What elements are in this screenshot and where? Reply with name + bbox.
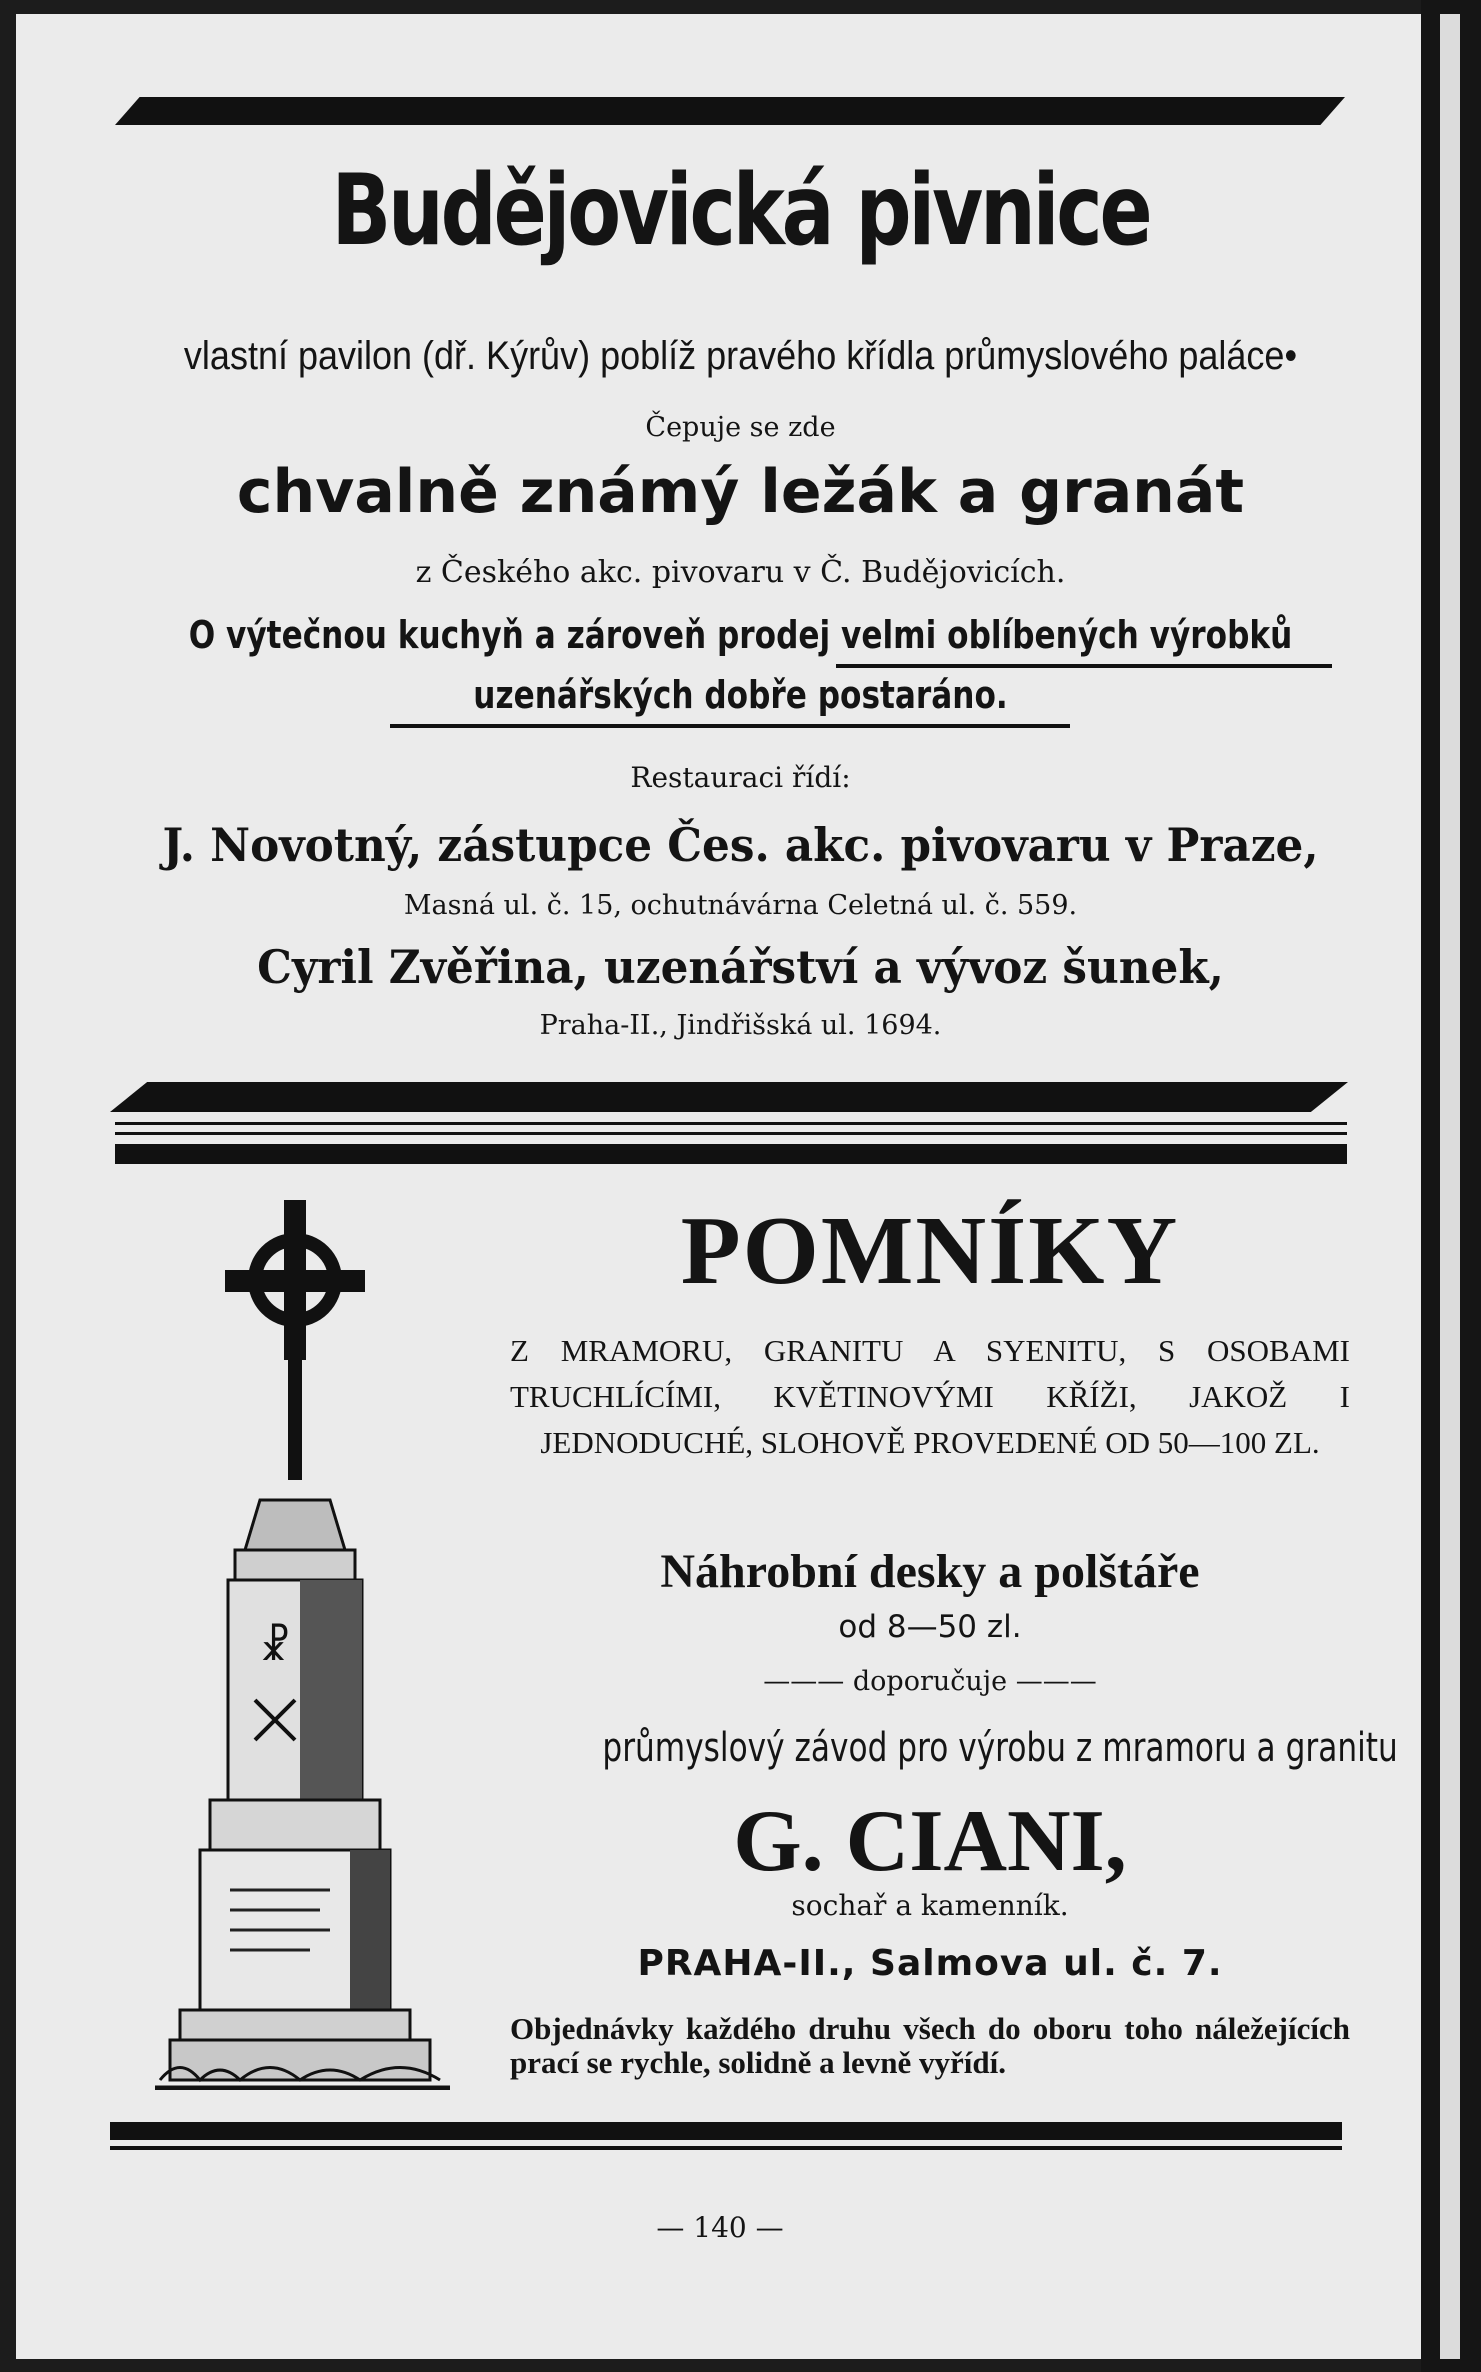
frame-top-thin-2 (115, 1132, 1347, 1135)
slabs-price: od 8—50 zl. (838, 1609, 1022, 1645)
monuments-title: POMNÍKY (680, 1197, 1180, 1305)
kitchen-line-1: O výtečnou kuchyň a zároveň prodej velmi oblíbených výrobků (188, 613, 1293, 657)
slabs-headline: Náhrobní desky a polštáře (660, 1545, 1200, 1598)
beer-headline: chvalně známý ležák a granát (236, 457, 1245, 527)
frame-top-thick (115, 1144, 1347, 1164)
page-number: — 140 — (656, 2211, 784, 2244)
underline-2 (390, 724, 1070, 728)
manager-name: J. Novotný, zástupce Čes. akc. pivovaru v Praze, (162, 818, 1319, 872)
top-rule (115, 97, 1345, 125)
scan-edge-light (1440, 14, 1460, 2359)
kitchen-line-2: uzenářských dobře postaráno. (473, 673, 1008, 717)
middle-rule (110, 1082, 1348, 1112)
recommends-line: ——— doporučuje ——— (763, 1666, 1097, 1697)
svg-text:☧: ☧ (259, 1624, 291, 1670)
beer-hall-location: vlastní pavilon (dř. Kýrův) poblíž pravého křídla průmyslového paláce• (183, 334, 1298, 378)
on-tap-note: Čepuje se zde (645, 412, 836, 443)
orders-note: Objednávky každého druhu všech do oboru toho náležejících prací se rychle, solidně a levně vyřídí. (510, 2011, 1350, 2080)
frame-bottom-thin (110, 2146, 1342, 2150)
monument-illustration (150, 1190, 460, 2090)
manager-address: Masná ul. č. 15, ochutnávárna Celetná ul. č. 559. (403, 890, 1078, 921)
company-description: průmyslový závod pro výrobu z mramoru a granitu (602, 1725, 1398, 1771)
frame-bottom-thick (110, 2122, 1342, 2140)
beer-hall-title: Budějovická pivnice (331, 154, 1150, 268)
company-profession: sochař a kamenník. (791, 1889, 1069, 1922)
underline-1 (836, 664, 1332, 668)
brewery-line: z Českého akc. pivovaru v Č. Budějovicích. (415, 555, 1066, 590)
managed-by-label: Restauraci řídí: (630, 761, 851, 794)
butcher-name: Cyril Zvěřina, uzenářství a vývoz šunek, (257, 940, 1224, 994)
company-name: G. CIANI, (733, 1793, 1127, 1890)
company-address: PRAHA-II., Salmova ul. č. 7. (637, 1943, 1223, 1984)
frame-top-thin-1 (115, 1122, 1347, 1125)
butcher-address: Praha-II., Jindřišská ul. 1694. (539, 1010, 942, 1041)
monuments-materials: Z MRAMORU, GRANITU A SYENITU, S OSOBAMI TRUCHLÍCÍMI, KVĚTINOVÝMI KŘÍŽI, JAKOŽ I JEDNODUCHÉ, SLOHOVĚ PROVEDENÉ OD 50—100 ZL. (510, 1333, 1350, 1460)
